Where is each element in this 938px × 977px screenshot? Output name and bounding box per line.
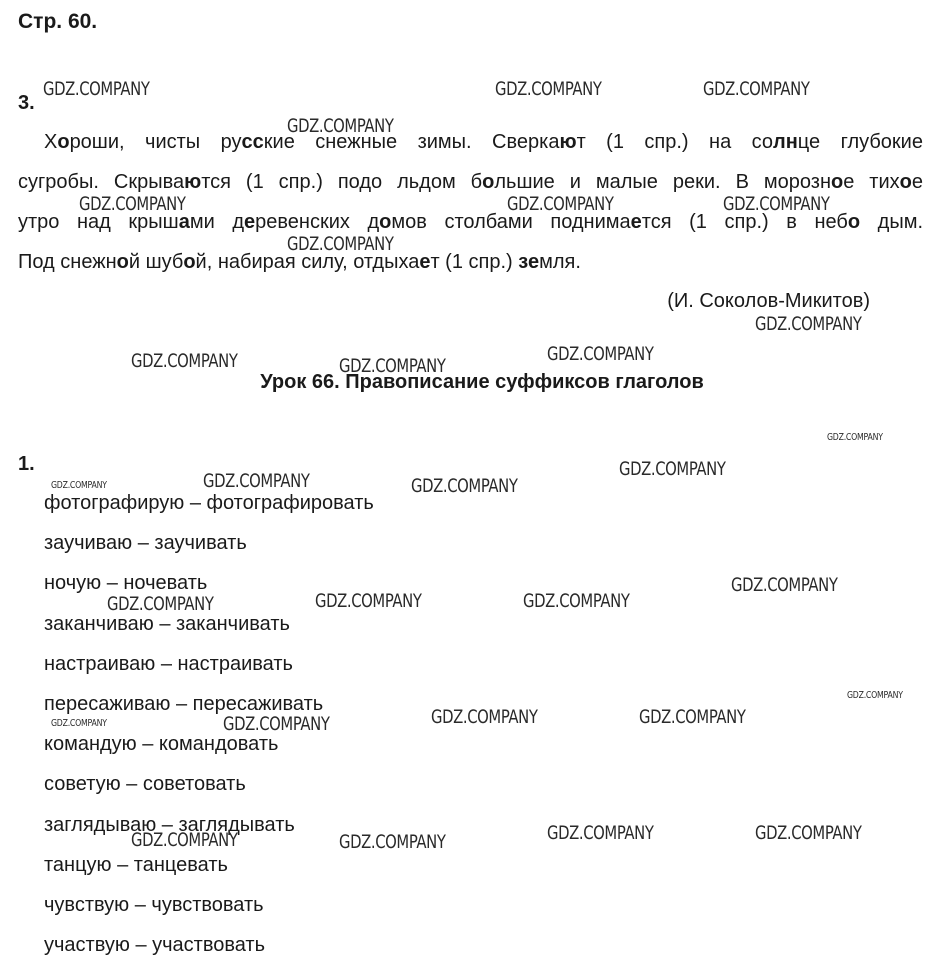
text-line xyxy=(18,170,923,194)
watermark: GDZ.COMPANY xyxy=(411,475,518,497)
text-segment: Под снежн xyxy=(18,251,117,273)
text-segment: мов столбами поднима xyxy=(391,211,631,233)
watermark: GDZ.COMPANY xyxy=(287,233,394,255)
highlighted-letters: о xyxy=(379,211,392,233)
watermark: GDZ.COMPANY xyxy=(223,713,330,735)
highlighted-letters: о xyxy=(831,171,844,193)
watermark: GDZ.COMPANY xyxy=(523,590,630,612)
text-segment: тся (1 спр.) в неб xyxy=(641,211,848,233)
highlighted-letters: ю xyxy=(559,131,577,153)
text-segment: ревенских д xyxy=(255,211,380,233)
text-segment: тся (1 спр.) подо льдом б xyxy=(201,171,483,193)
watermark: GDZ.COMPANY xyxy=(731,574,838,596)
task-1-number: 1. xyxy=(18,453,35,475)
watermark: GDZ.COMPANY xyxy=(639,706,746,728)
text-segment: утро над крыш xyxy=(18,211,179,233)
watermark: GDZ.COMPANY xyxy=(79,193,186,215)
text-line xyxy=(18,250,581,274)
page-title: Стр. 60. xyxy=(18,10,98,33)
word-pair: участвую – участвовать xyxy=(44,934,266,957)
text-line xyxy=(18,210,923,234)
text-segment: роши, чисты ру xyxy=(69,131,242,153)
lesson-title: Урок 66. Правописание суффиксов глаголов xyxy=(260,371,704,393)
text-segment: це глубокие xyxy=(797,131,923,153)
watermark: GDZ.COMPANY xyxy=(755,822,862,844)
watermark: GDZ.COMPANY xyxy=(51,480,107,491)
highlighted-letters: сс xyxy=(241,131,264,153)
watermark: GDZ.COMPANY xyxy=(431,706,538,728)
word-pair: заканчиваю – заканчивать xyxy=(44,612,290,635)
watermark: GDZ.COMPANY xyxy=(547,822,654,844)
highlighted-letters: о xyxy=(847,211,861,233)
text-segment: Х xyxy=(44,131,58,153)
word-pair: ночую – ночевать xyxy=(44,572,208,595)
watermark: GDZ.COMPANY xyxy=(51,718,107,729)
watermark: GDZ.COMPANY xyxy=(131,829,238,851)
text-line xyxy=(18,130,923,154)
highlighted-letters: е xyxy=(630,211,642,233)
text-segment: ми д xyxy=(189,211,245,233)
text-segment: льшие и малые реки. В морозн xyxy=(494,171,831,193)
text-segment: кие снежные зимы. Сверка xyxy=(263,131,560,153)
watermark: GDZ.COMPANY xyxy=(723,193,830,215)
watermark: GDZ.COMPANY xyxy=(847,690,903,701)
word-pair: настраиваю – настраивать xyxy=(44,652,293,675)
word-pair: заучиваю – заучивать xyxy=(44,532,247,555)
highlighted-letters: ю xyxy=(184,171,202,193)
watermark: GDZ.COMPANY xyxy=(107,593,214,615)
highlighted-letters: о xyxy=(482,171,495,193)
watermark: GDZ.COMPANY xyxy=(547,343,654,365)
highlighted-letters: лн xyxy=(773,131,798,153)
text-segment: й шуб xyxy=(128,251,184,273)
highlighted-letters: о xyxy=(899,171,912,193)
watermark: GDZ.COMPANY xyxy=(339,831,446,853)
highlighted-letters: а xyxy=(178,211,190,233)
word-pair: танцую – танцевать xyxy=(44,853,228,876)
word-pair: фотографирую – фотографировать xyxy=(44,492,374,514)
watermark: GDZ.COMPANY xyxy=(755,313,862,335)
watermark: GDZ.COMPANY xyxy=(827,432,883,443)
text-segment: е тих xyxy=(843,171,900,193)
author-attribution: (И. Соколов-Микитов) xyxy=(667,290,870,312)
text-segment: мля. xyxy=(539,251,581,273)
text-segment: е xyxy=(911,171,923,193)
highlighted-letters: о xyxy=(57,131,70,153)
word-pair: советую – советовать xyxy=(44,773,246,796)
watermark: GDZ.COMPANY xyxy=(339,355,446,377)
task-3-number: 3. xyxy=(18,92,35,114)
watermark: GDZ.COMPANY xyxy=(703,78,810,100)
highlighted-letters: з xyxy=(518,251,528,273)
highlighted-letters: е xyxy=(419,251,431,273)
highlighted-letters: е xyxy=(527,251,540,273)
text-segment: т (1 спр.) xyxy=(430,251,519,273)
watermark: GDZ.COMPANY xyxy=(315,590,422,612)
text-segment: дым. xyxy=(860,211,924,233)
watermark: GDZ.COMPANY xyxy=(287,115,394,137)
text-segment: й, набирая силу, отдыха xyxy=(195,251,420,273)
word-pair: заглядываю – заглядывать xyxy=(44,813,295,836)
word-pair: пересаживаю – пересаживать xyxy=(44,693,324,715)
text-segment: сугробы. Скрыва xyxy=(18,171,185,193)
watermark: GDZ.COMPANY xyxy=(619,458,726,480)
watermark: GDZ.COMPANY xyxy=(495,78,602,100)
highlighted-letters: о xyxy=(183,251,196,273)
watermark: GDZ.COMPANY xyxy=(203,470,310,492)
watermark: GDZ.COMPANY xyxy=(507,193,614,215)
highlighted-letters: е xyxy=(244,211,256,233)
text-segment: т (1 спр.) на со xyxy=(576,131,773,153)
word-pair: чувствую – чувствовать xyxy=(44,894,264,916)
watermark: GDZ.COMPANY xyxy=(43,78,150,100)
word-pair: командую – командовать xyxy=(44,733,279,756)
watermark: GDZ.COMPANY xyxy=(131,350,238,372)
highlighted-letters: о xyxy=(116,251,129,273)
